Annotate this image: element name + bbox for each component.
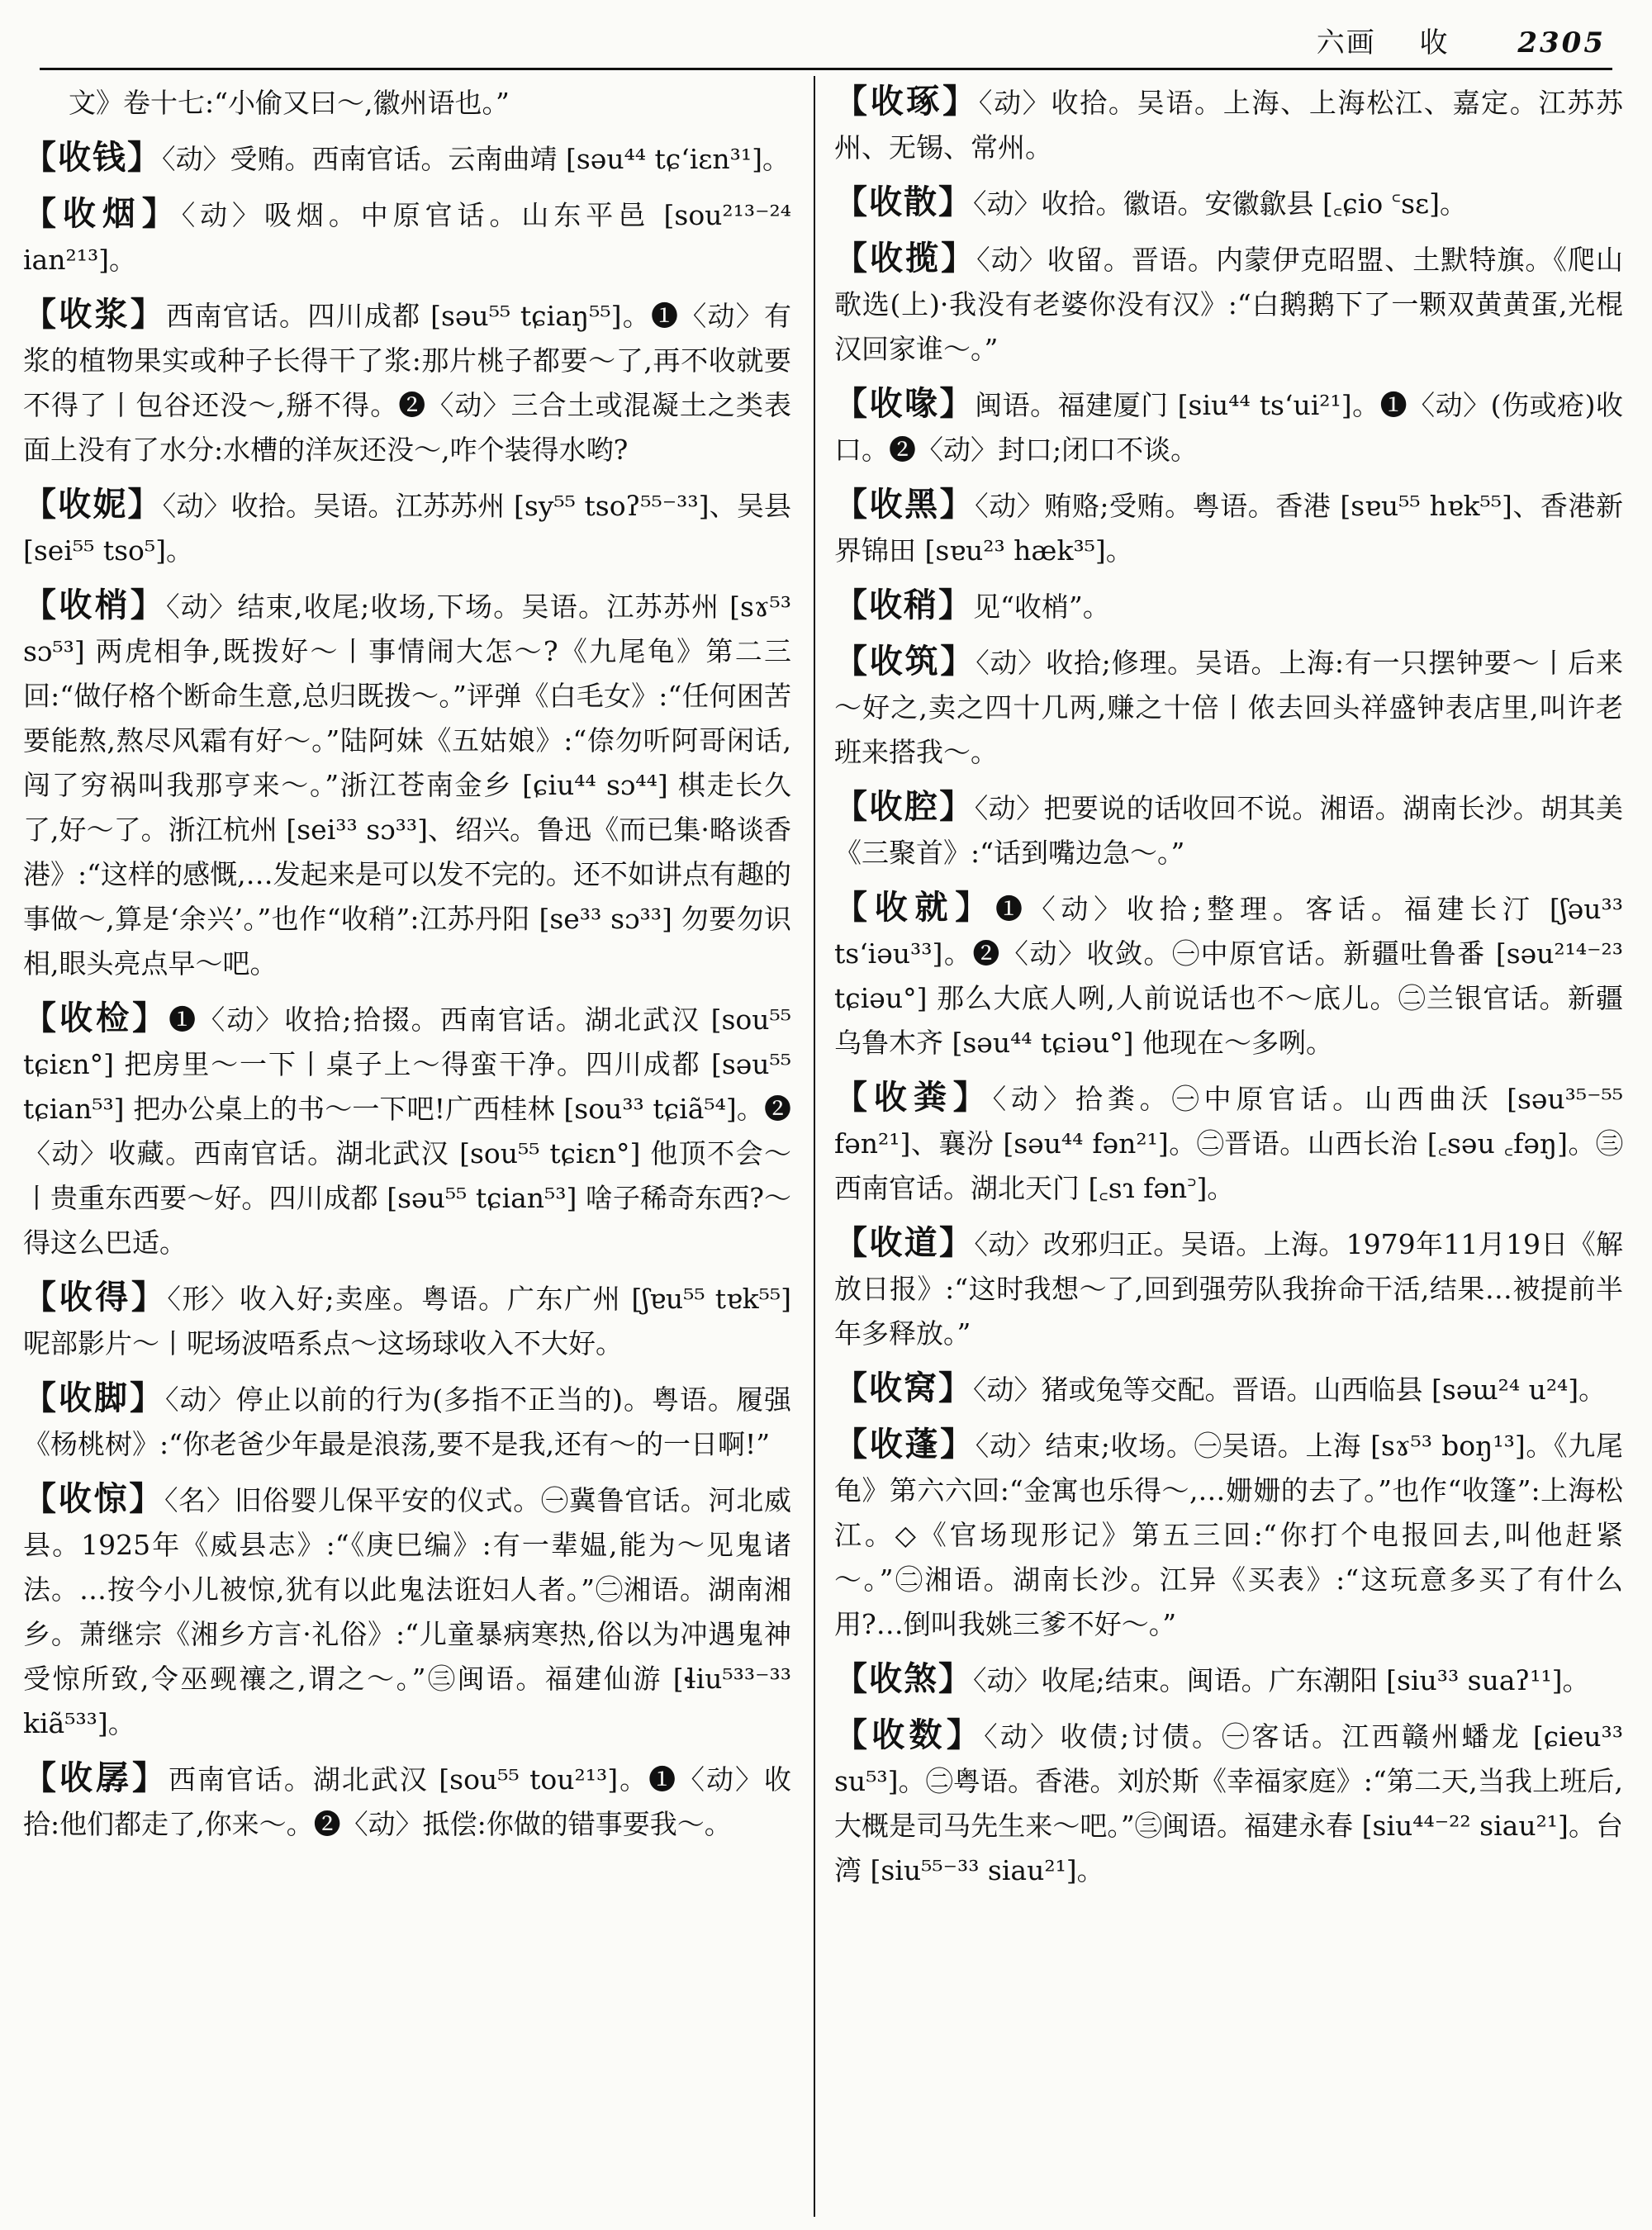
entry-headword: 【收孱】 [23,1758,169,1797]
entry-text: 〈动〉结束;收场。㊀吴语。上海 [sɤ⁵³ boŋ¹³]。《九尾龟》第六六回:“金寓也乐得～,…姗姗的去了。”也作“收篷”:上海松江。◇《官场现形记》第五三回:“你打个电报回去,叫他赶紧～。”㊁湘语。湖南长沙。江异《买表》:“这玩意多买了有什么用?…倒叫我姚三爹不好～。” [834,1430,1623,1640]
dictionary-entry [23,996,791,1265]
entry-headword: 【收腔】 [834,787,975,826]
dictionary-entry [23,1275,791,1366]
entry-text: 〈动〉吸烟。中原官话。山东平邑 [sou²¹³⁻²⁴ ian²¹³]。 [23,199,791,276]
entry-text: 〈动〉猪或兔等交配。晋语。山西临县 [səɯ²⁴ u²⁴]。 [973,1374,1607,1406]
dictionary-entry [23,1477,791,1746]
dictionary-entry [834,1075,1623,1211]
entry-headword: 【收得】 [23,1278,168,1317]
entry-text: 〈动〉受贿。西南官话。云南曲靖 [səu⁴⁴ tɕʻiɛn³¹]。 [162,143,790,175]
entry-headword: 【收煞】 [834,1659,973,1698]
entry-headword: 【收琢】 [834,82,979,121]
entry-text: 〈动〉收拾。吴语。上海、上海松江、嘉定。江苏苏州、无锡、常州。 [834,87,1624,164]
dictionary-entry [834,482,1623,573]
dictionary-entry [23,292,791,472]
dictionary-entry [834,1422,1623,1647]
dictionary-entry [23,1376,791,1467]
entry-text: 〈动〉把要说的话收回不说。湘语。湖南长沙。胡其美《三聚首》:“话到嘴边急～。” [834,792,1624,869]
dictionary-entry [834,639,1623,775]
entry-text: 〈动〉收拾。徽语。安徽歙县 [꜀ɕio ꜂sɛ]。 [973,187,1467,220]
dictionary-entry [834,1713,1623,1893]
entry-text: 闽语。福建厦门 [siu⁴⁴ tsʻui²¹]。❶〈动〉(伤或疮)收口。❷〈动〉封口;闭口不谈。 [834,389,1623,466]
entry-headword: 【收浆】 [23,295,167,334]
dictionary-entry [834,785,1623,875]
entry-headword: 【收喙】 [834,384,976,423]
entry-headword: 【收惊】 [23,1479,164,1518]
entry-text: ❶〈动〉收拾;拾掇。西南官话。湖北武汉 [sou⁵⁵ tɕiɛn°] 把房里～一下丨桌子上～得蛮干净。四川成都 [səu⁵⁵ tɕian⁵³] 把办公桌上的书～一下吧!广西桂林 [sou³³ tɕiã⁵⁴]。❷〈动〉收藏。西南官话。湖北武汉 [sou⁵⁵ tɕiɛn°] 他顶不会～丨贵重东西要～好。四川成都 [səu⁵⁵ tɕian⁵³] 啥子稀奇东西?～得这么巴适。 [23,1004,792,1259]
entry-text: 文》卷十七:“小偷又曰～,徽州语也。” [69,87,510,119]
dictionary-entry [23,192,791,282]
entry-text: 〈动〉收拾;修理。吴语。上海:有一只摆钟要～丨后来～好之,卖之四十几两,赚之十倍丨侬去回头祥盛钟表店里,叫许老班来搭我～。 [834,647,1623,768]
dictionary-entry [834,1657,1623,1703]
entry-headword: 【收稍】 [834,586,973,624]
dictionary-entry [834,79,1623,170]
dictionary-entry [23,482,791,573]
page-number: 2305 [1517,26,1606,59]
entry-text: 〈形〉收入好;卖座。粤语。广东广州 [ʃɐu⁵⁵ tɐk⁵⁵] 呢部影片～丨呢场波唔系点～这场球收入不大好。 [23,1283,791,1359]
entry-headword: 【收妮】 [23,485,163,524]
entry-headword: 【收黑】 [834,485,976,524]
running-headword: 收 [1419,26,1450,59]
entry-text: 〈动〉收尾;结束。闽语。广东潮阳 [siu³³ suaʔ¹¹]。 [973,1664,1590,1696]
entry-text: 〈名〉旧俗婴儿保平安的仪式。㊀冀鲁官话。河北威县。1925年《威县志》:“《庚巳编》:有一辈媪,能为～见鬼诸法。…按今小儿被惊,犹有以此鬼法诳妇人者。”㊁湘语。湖南湘乡。萧继宗《湘乡方言·礼俗》:“儿童暴病寒热,俗以为冲遇鬼神受惊所致,令巫觋禳之,谓之～。”㊂闽语。福建仙游 [ɬiu⁵³³⁻³³ kiã⁵³³]。 [23,1484,791,1739]
entry-text: 见“收梢”。 [973,591,1110,623]
entry-headword: 【收检】 [23,999,169,1037]
entry-text: 西南官话。四川成都 [səu⁵⁵ tɕiaŋ⁵⁵]。❶〈动〉有浆的植物果实或种子长得干了浆:那片桃子都要～了,再不收就要不得了丨包谷还没～,掰不得。❷〈动〉三合土或混凝土之类表面上没有了水分:水槽的洋灰还没～,咋个装得水哟? [23,300,791,466]
entry-text: 〈动〉贿赂;受贿。粤语。香港 [sɐu⁵⁵ hɐk⁵⁵]、香港新界锦田 [sɐu²³ hæk³⁵]。 [834,490,1623,567]
left-column [23,79,791,2213]
entry-headword: 【收烟】 [23,194,182,233]
entry-headword: 【收就】 [834,888,995,927]
page-header [40,17,1612,70]
dictionary-entry [834,382,1623,472]
entry-text: ❶〈动〉收拾;整理。客话。福建长汀 [ʃəu³³ tsʻiəu³³]。❷〈动〉收敛。㊀中原官话。新疆吐鲁番 [səu²¹⁴⁻²³ tɕiəu°] 那么大底人咧,人前说话也不～底儿。㊁兰银官话。新疆乌鲁木齐 [səu⁴⁴ tɕiəu°] 他现在～多咧。 [834,893,1623,1059]
dictionary-entry [834,885,1623,1065]
dictionary-entry [23,135,791,182]
right-column [834,79,1623,2213]
entry-text: 西南官话。湖北武汉 [sou⁵⁵ tou²¹³]。❶〈动〉收拾:他们都走了,你来～。❷〈动〉抵偿:你做的错事要我～。 [23,1763,792,1840]
entry-headword: 【收梢】 [23,586,167,624]
section-label: 六画 [1316,26,1376,59]
dictionary-entry [23,1756,791,1847]
entry-headword: 【收窝】 [834,1369,973,1407]
running-head [1317,20,1606,60]
dictionary-entry [834,236,1623,372]
entry-text: 〈动〉收留。晋语。内蒙伊克昭盟、土默特旗。《爬山歌选(上)·我没有老婆你没有汉》:“白鹅鹅下了一颗双黄黄蛋,光棍汉回家谁～。” [834,244,1624,365]
entry-text: 〈动〉停止以前的行为(多指不正当的)。粤语。履强《杨桃树》:“你老爸少年最是浪荡,要不是我,还有～的一日啊!” [23,1383,792,1460]
column-divider [814,76,815,2217]
entry-text: 〈动〉收拾。吴语。江苏苏州 [sy⁵⁵ tsoʔ⁵⁵⁻³³]、吴县 [sei⁵⁵ tso⁵]。 [23,490,792,567]
entry-headword: 【收钱】 [23,138,162,177]
entry-text: 〈动〉改邪归正。吴语。上海。1979年11月19日《解放日报》:“这时我想～了,回到强劳队我拚命干活,结果…被提前半年多释放。” [834,1228,1624,1350]
dictionary-entry [69,79,791,126]
entry-headword: 【收散】 [834,183,973,221]
entry-headword: 【收揽】 [834,239,977,278]
entry-headword: 【收粪】 [834,1078,993,1117]
entry-headword: 【收脚】 [23,1378,165,1417]
entry-headword: 【收道】 [834,1223,975,1262]
entry-text: 〈动〉结束,收尾;收场,下场。吴语。江苏苏州 [sɤ⁵³ sɔ⁵³] 两虎相争,既拨好～丨事情闹大怎～?《九尾龟》第二三回:“做仔格个断命生意,总归既拨～。”评弹《白毛女》:“任何困苦要能熬,熬尽风霜有好～。”陆阿妹《五姑娘》:“倷勿听阿哥闲话,闯了穷祸叫我那亨来～。”浙江苍南金乡 [ɕiu⁴⁴ sɔ⁴⁴] 棋走长久了,好～了。浙江杭州 [sei³³ sɔ³³]、绍兴。鲁迅《而已集·略谈香港》:“这样的感慨,…发起来是可以发不完的。还不如讲点有趣的事做～,算是‘余兴’。”也作“收稍”:江苏丹阳 [se³³ sɔ³³] 勿要勿识相,眼头亮点早～吧。 [23,591,792,980]
entry-headword: 【收数】 [834,1715,985,1754]
entry-headword: 【收筑】 [834,642,976,681]
entry-text: 〈动〉收债;讨债。㊀客话。江西赣州蟠龙 [ɕieu³³ su⁵³]。㊁粤语。香港。刘於斯《幸福家庭》:“第二天,当我上班后,大概是司马先生来～吧。”㊂闽语。福建永春 [siu⁴⁴⁻²² siau²¹]。台湾 [siu⁵⁵⁻³³ siau²¹]。 [834,1720,1623,1886]
entry-text: 〈动〉拾粪。㊀中原官话。山西曲沃 [səu³⁵⁻⁵⁵ fən²¹]、襄汾 [səu⁴⁴ fən²¹]。㊁晋语。山西长治 [꜀səu ꜀fəŋ]。㊂西南官话。湖北天门 [꜀sɿ fən꜄]。 [834,1083,1624,1204]
dictionary-entry [834,180,1623,226]
dictionary-entry [834,1221,1623,1356]
dictionary-entry [834,583,1623,629]
dictionary-entry [834,1366,1623,1412]
entry-headword: 【收蓬】 [834,1425,976,1464]
dictionary-entry [23,583,791,986]
